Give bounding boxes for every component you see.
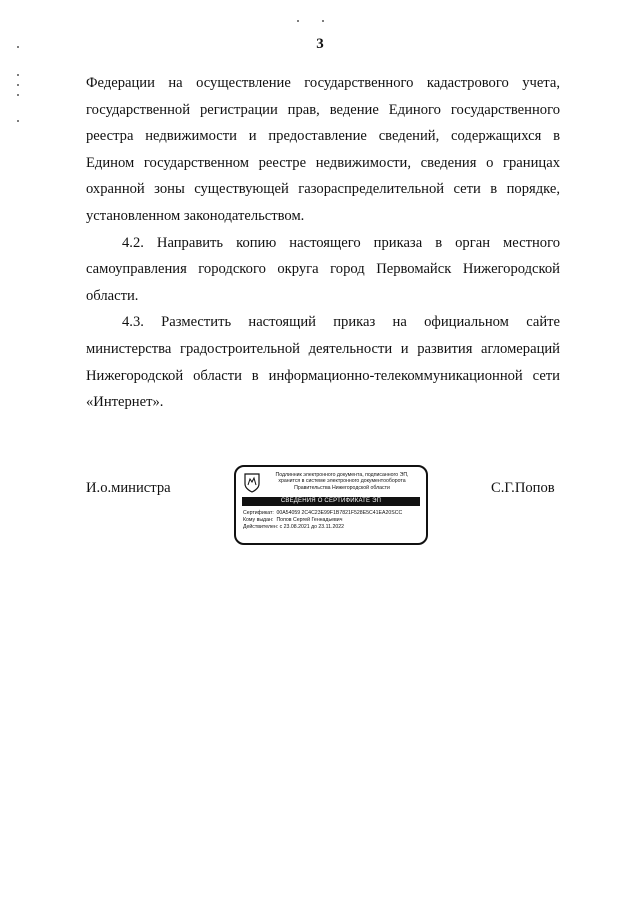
paragraph-4-3: 4.3. Разместить настоящий приказ на официальном сайте министерства градостроительной деятельности и развития агломераций Нижегородской области в информационно-телекоммуникационной сети «Интернет». (86, 314, 560, 411)
stamp-header: Подлинник электронного документа, подписанного ЭП, хранится в системе электронного документооборота Правительства Нижегородской области (275, 472, 409, 491)
document-body (86, 70, 560, 416)
stamp-certificate-banner: СВЕДЕНИЯ О СЕРТИФИКАТЕ ЭП (242, 497, 420, 506)
paragraph-continuation: Федерации на осуществление государственного кадастрового учета, государственной регистрации прав, ведение Единого государственного реестра недвижимости и предоставление сведений, содержащихся в Едином государственном реестре недвижимости, сведения о границах охранной зоны существующей газораспределительной сети в порядке, установленном законодательством. (86, 75, 560, 224)
validity-label: Действителен: (243, 524, 279, 530)
scan-speck (17, 94, 19, 96)
paragraph-4-2: 4.2. Направить копию настоящего приказа в орган местного самоуправления городского округа город Первомайск Нижегородской области. (86, 234, 560, 304)
scan-speck (17, 84, 19, 86)
owner-value: Попов Сергей Геннадьевич (276, 517, 343, 523)
scan-speck (17, 74, 19, 76)
validity-value: с 23.08.2021 до 23.11.2022 (279, 524, 344, 530)
signatory-name: С.Г.Попов (491, 480, 555, 496)
signatory-title: И.о.министра (86, 480, 171, 496)
cert-label: Сертификат: (243, 510, 274, 516)
cert-value: 00A54059 2C4C23E99F1B7821F528E5C41EA20SCC (276, 510, 403, 516)
scan-speck (297, 20, 299, 22)
scan-speck (17, 120, 19, 122)
coat-of-arms-icon (244, 473, 260, 493)
owner-label: Кому выдан: (243, 517, 274, 523)
electronic-signature-stamp (234, 465, 428, 545)
page-number: 3 (316, 36, 324, 52)
stamp-details (243, 510, 402, 531)
scan-speck (322, 20, 324, 22)
